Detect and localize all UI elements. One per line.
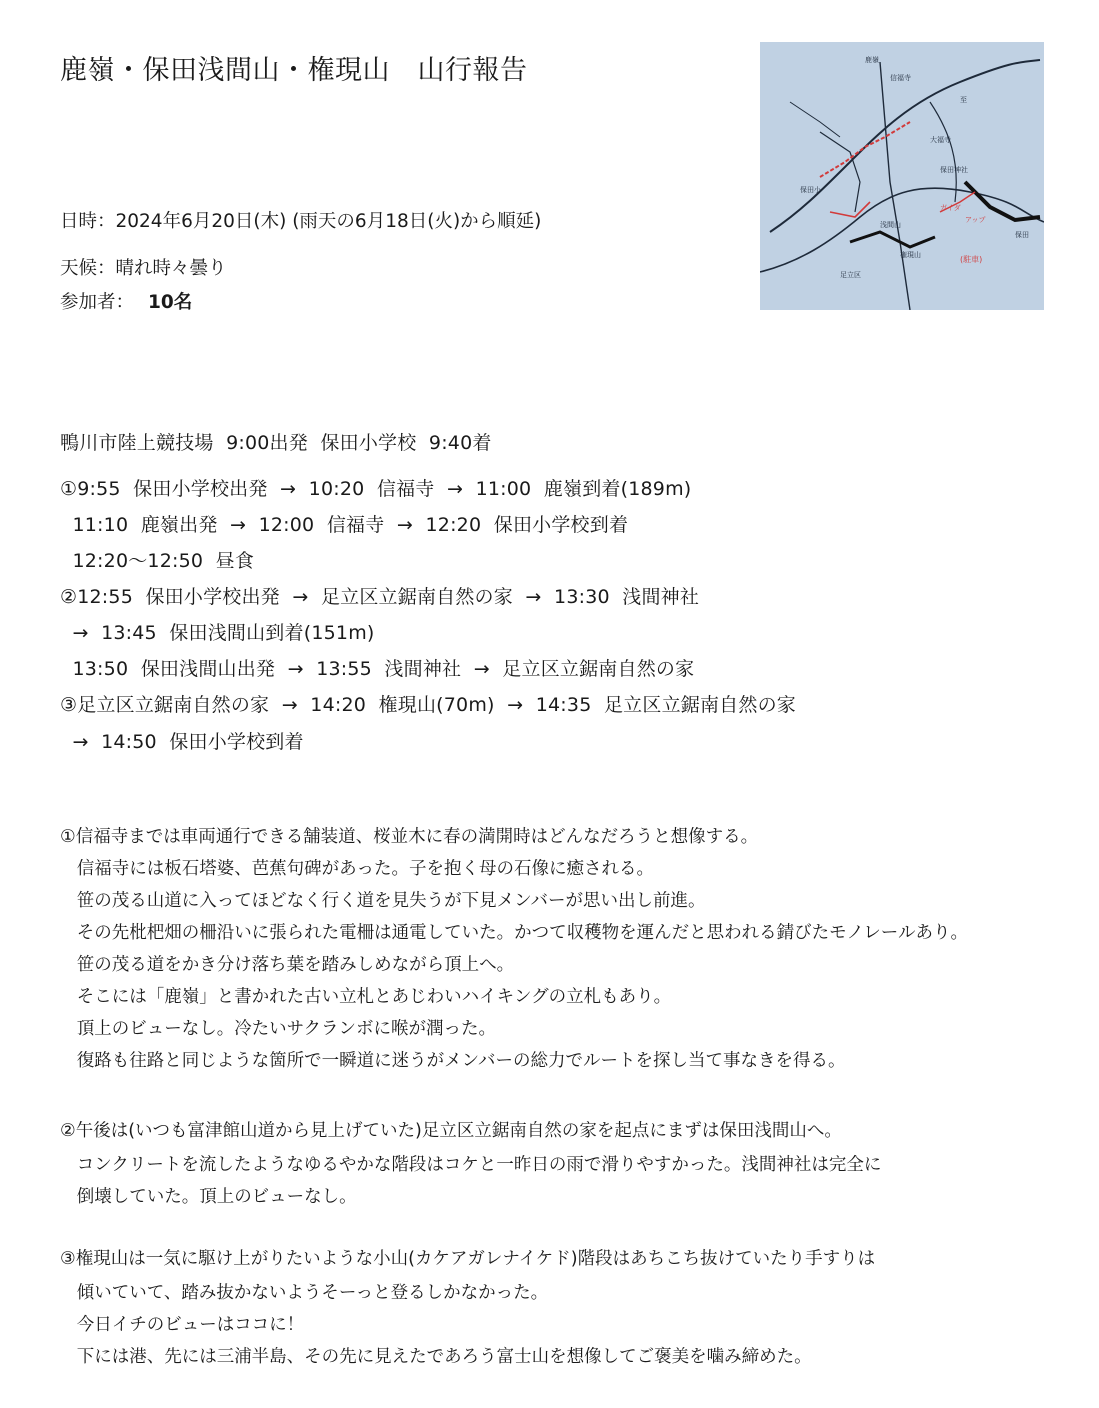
svg-text:足立区: 足立区 <box>840 271 861 279</box>
note-line: 笹の茂る山道に入ってほどなく行く道を見失うが下見メンバーが思い出し前進。 <box>60 891 706 911</box>
svg-text:鹿嶺: 鹿嶺 <box>865 56 879 64</box>
svg-text:保田神社: 保田神社 <box>940 166 968 174</box>
participants-label: 参加者： <box>60 292 135 313</box>
note-line: ①信福寺までは車両通行できる舗装道、桜並木に春の満開時はどんなだろうと想像する。 <box>60 827 759 847</box>
weather-line: 天候：晴れ時々曇り <box>60 258 227 279</box>
note-line: 信福寺には板石塔婆、芭蕉句碑があった。子を抱く母の石像に癒される。 <box>60 859 655 879</box>
page-title: 鹿嶺・保田浅間山・権現山 山行報告 <box>60 55 528 86</box>
svg-text:大福寺: 大福寺 <box>930 136 951 144</box>
note-line: 笹の茂る道をかき分け落ち葉を踏みしめながら頂上へ。 <box>60 955 515 975</box>
note-line: 頂上のビューなし。冷たいサクランボに喉が潤った。 <box>60 1019 496 1039</box>
svg-text:信福寺: 信福寺 <box>890 74 911 82</box>
note-line: 倒壊していた。頂上のビューなし。 <box>60 1187 357 1207</box>
note-line: 復路も往路と同じような箇所で一瞬道に迷うがメンバーの総力でルートを探し当て事なきを得る。 <box>60 1051 846 1071</box>
note-line: そこには「鹿嶺」と書かれた古い立札とあじわいハイキングの立札もあり。 <box>60 987 672 1007</box>
schedule-line: 13:50 保田浅間山出発 → 13:55 浅間神社 → 足立区立鋸南自然の家 <box>60 658 695 680</box>
schedule-line: 12:20～12:50 昼食 <box>60 550 255 572</box>
svg-text:浅間山: 浅間山 <box>880 221 901 229</box>
svg-text:権現山: 権現山 <box>900 251 921 259</box>
schedule-line: ②12:55 保田小学校出発 → 足立区立鋸南自然の家 → 13:30 浅間神社 <box>60 586 700 608</box>
svg-text:アップ: アップ <box>965 216 986 224</box>
note-line: コンクリートを流したようなゆるやかな階段はコケと一昨日の雨で滑りやすかった。浅間神社は完全に <box>60 1155 882 1175</box>
svg-text:ガイダ: ガイダ <box>940 204 961 212</box>
schedule-line: 11:10 鹿嶺出発 → 12:00 信福寺 → 12:20 保田小学校到着 <box>60 514 629 536</box>
schedule-line: ①9:55 保田小学校出発 → 10:20 信福寺 → 11:00 鹿嶺到着(189m) <box>60 478 692 500</box>
note-line: 下には港、先には三浦半島、その先に見えたであろう富士山を想像してご褒美を噛み締めた。 <box>60 1347 812 1367</box>
schedule-line: → 14:50 保田小学校到着 <box>60 731 304 753</box>
note-line: ③権現山は一気に駆け上がりたいような小山(カケアガレナイケド)階段はあちこち抜けていたり手すりは <box>60 1249 876 1269</box>
date-line: 日時：2024年6月20日(木) (雨天の6月18日(火)から順延) <box>60 211 542 232</box>
svg-text:至: 至 <box>960 96 967 104</box>
svg-text:保田: 保田 <box>1015 231 1029 239</box>
note-line: ②午後は(いつも富津館山道から見上げていた)足立区立鋸南自然の家を起点にまずは保田浅間山へ。 <box>60 1121 842 1141</box>
schedule-line: → 13:45 保田浅間山到着(151m) <box>60 622 375 644</box>
schedule-line: 鴨川市陸上競技場 9:00出発 保田小学校 9:40着 <box>60 432 492 454</box>
schedule-line: ③足立区立鋸南自然の家 → 14:20 権現山(70m) → 14:35 足立区立鋸南自然の家 <box>60 694 796 716</box>
note-line: その先枇杷畑の柵沿いに張られた電柵は通電していた。かつて収穫物を運んだと思われる錆びたモノレールあり。 <box>60 923 968 943</box>
route-map-image <box>760 42 1044 310</box>
participants-value: 10名 <box>148 292 193 313</box>
note-line: 今日イチのビューはココに！ <box>60 1315 305 1335</box>
route-map-icon <box>760 42 1044 310</box>
note-line: 傾いていて、踏み抜かないようそーっと登るしかなかった。 <box>60 1283 549 1303</box>
svg-text:(駐車): (駐車) <box>960 255 983 264</box>
participants-line <box>60 288 192 314</box>
svg-text:保田小: 保田小 <box>800 186 821 194</box>
